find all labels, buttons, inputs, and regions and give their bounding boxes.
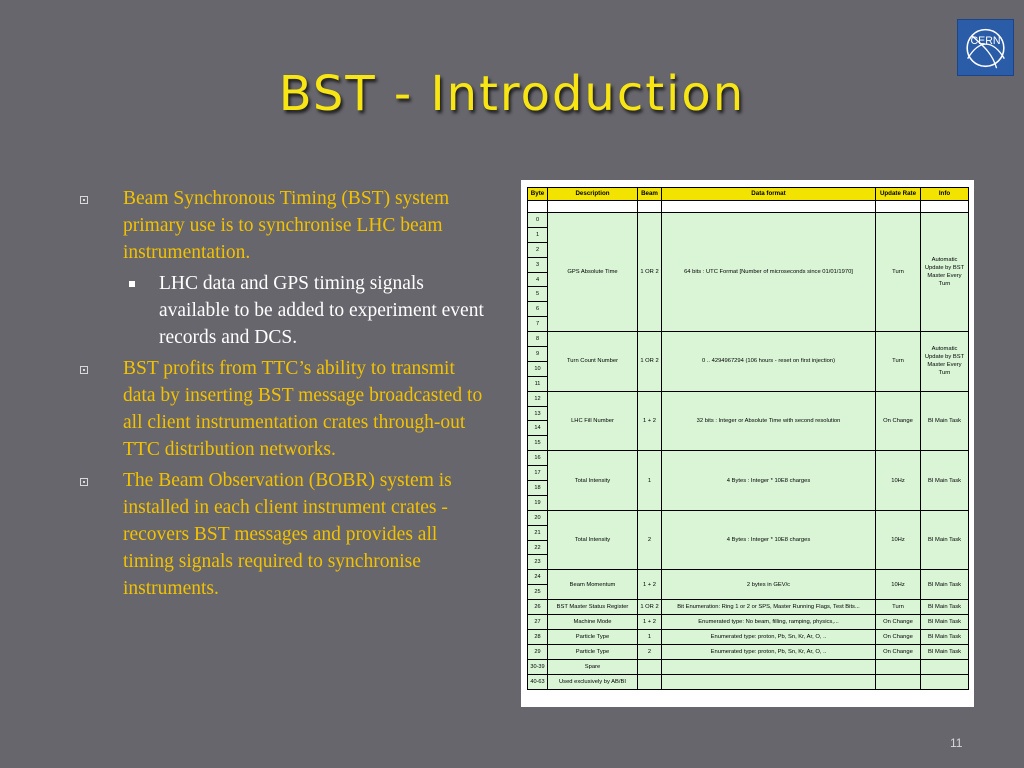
byte-cell: 22 [528,540,548,555]
byte-cell: 26 [528,600,548,615]
format-cell: Enumerated type: proton, Pb, Sn, Kr, Ar, O, .. [662,630,876,645]
update-rate-cell [876,660,921,675]
column-header: Info [921,188,969,201]
byte-cell: 3 [528,257,548,272]
bst-data-table-image [521,180,974,707]
bullet-list [80,185,490,606]
description-cell: GPS Absolute Time [548,213,638,332]
table-row [528,645,969,660]
beam-cell: 1 [638,451,662,511]
page-number: 11 [950,736,963,750]
description-cell: Particle Type [548,645,638,660]
bullet-square-icon [80,478,88,486]
info-cell: BI Main Task [921,600,969,615]
beam-cell [638,675,662,690]
description-cell: Turn Count Number [548,332,638,392]
table-header-row [528,188,969,201]
update-rate-cell: 10Hz [876,510,921,570]
byte-cell: 23 [528,555,548,570]
info-cell: BI Main Task [921,615,969,630]
bst-data-table [527,187,969,690]
byte-cell: 11 [528,376,548,391]
sub-bullet-item [80,270,490,351]
byte-cell: 16 [528,451,548,466]
column-header: Description [548,188,638,201]
slide-title: BST - Introduction [278,66,746,122]
info-cell: BI Main Task [921,391,969,451]
byte-cell: 7 [528,317,548,332]
table-spacer-row [528,201,969,213]
info-cell: BI Main Task [921,630,969,645]
bullet-text: The Beam Observation (BOBR) system is installed in each client instrument crates - recovers BST messages and provides all timing signals required to synchronise instruments. [123,470,452,599]
column-header: Data format [662,188,876,201]
format-cell: 32 bits : Integer or Absolute Time with second resolution [662,391,876,451]
description-cell: Total Intensity [548,510,638,570]
info-cell [921,675,969,690]
byte-cell: 5 [528,287,548,302]
table-body [528,201,969,690]
info-cell: BI Main Task [921,510,969,570]
update-rate-cell: Turn [876,600,921,615]
byte-cell: 25 [528,585,548,600]
beam-cell: 1 + 2 [638,615,662,630]
byte-cell: 17 [528,466,548,481]
description-cell: BST Master Status Register [548,600,638,615]
table-row [528,510,969,525]
byte-cell: 0 [528,213,548,228]
table-row [528,570,969,585]
beam-cell: 2 [638,645,662,660]
beam-cell: 1 [638,630,662,645]
update-rate-cell: On Change [876,645,921,660]
table-row [528,391,969,406]
format-cell: 2 bytes in GEV/c [662,570,876,600]
byte-cell: 19 [528,495,548,510]
beam-cell: 1 + 2 [638,391,662,451]
format-cell: Enumerated type: proton, Pb, Sn, Kr, Ar, O, .. [662,645,876,660]
byte-cell: 18 [528,481,548,496]
format-cell [662,675,876,690]
beam-cell: 2 [638,510,662,570]
info-cell: Automatic Update by BST Master Every Turn [921,213,969,332]
beam-cell [638,660,662,675]
bullet-item [80,185,490,266]
bullet-square-icon [80,366,88,374]
info-cell: BI Main Task [921,645,969,660]
description-cell: LHC Fill Number [548,391,638,451]
info-cell: Automatic Update by BST Master Every Turn [921,332,969,392]
byte-cell: 21 [528,525,548,540]
description-cell: Machine Mode [548,615,638,630]
bullet-square-icon [80,196,88,204]
bullet-item [80,355,490,463]
description-cell: Particle Type [548,630,638,645]
update-rate-cell: On Change [876,630,921,645]
format-cell: 4 Bytes : Integer * 10E8 charges [662,510,876,570]
update-rate-cell: 10Hz [876,451,921,511]
byte-cell: 13 [528,406,548,421]
byte-cell: 14 [528,421,548,436]
byte-cell: 40-63 [528,675,548,690]
byte-cell: 9 [528,347,548,362]
byte-cell: 28 [528,630,548,645]
beam-cell: 1 OR 2 [638,213,662,332]
format-cell: Bit Enumeration: Ring 1 or 2 or SPS, Master Running Flags, Test Bits... [662,600,876,615]
beam-cell: 1 + 2 [638,570,662,600]
update-rate-cell: 10Hz [876,570,921,600]
update-rate-cell: Turn [876,213,921,332]
description-cell: Spare [548,660,638,675]
byte-cell: 24 [528,570,548,585]
format-cell: 0 .. 4294967294 (106 hours - reset on first injection) [662,332,876,392]
byte-cell: 27 [528,615,548,630]
bullet-text: BST profits from TTC’s ability to transmit data by inserting BST message broadcasted to all client instrumentation crates through-out TTC distribution networks. [123,358,483,460]
byte-cell: 12 [528,391,548,406]
table-row [528,213,969,228]
byte-cell: 6 [528,302,548,317]
format-cell: Enumerated type: No beam, filling, ramping, physics,... [662,615,876,630]
byte-cell: 1 [528,227,548,242]
beam-cell: 1 OR 2 [638,332,662,392]
svg-text:CERN: CERN [970,35,1001,48]
byte-cell: 15 [528,436,548,451]
format-cell: 4 Bytes : Integer * 10E8 charges [662,451,876,511]
bullet-filled-square-icon [129,281,135,287]
byte-cell: 8 [528,332,548,347]
update-rate-cell [876,675,921,690]
update-rate-cell: On Change [876,391,921,451]
byte-cell: 30-39 [528,660,548,675]
format-cell: 64 bits : UTC Format [Number of microseconds since 01/01/1970] [662,213,876,332]
update-rate-cell: On Change [876,615,921,630]
byte-cell: 29 [528,645,548,660]
update-rate-cell: Turn [876,332,921,392]
bullet-text: LHC data and GPS timing signals available to be added to experiment event records and DCS. [159,273,484,348]
byte-cell: 2 [528,242,548,257]
byte-cell: 20 [528,510,548,525]
byte-cell: 10 [528,361,548,376]
table-row [528,660,969,675]
table-row [528,600,969,615]
info-cell: BI Main Task [921,570,969,600]
description-cell: Used exclusively by AB/BI [548,675,638,690]
table-row [528,675,969,690]
table-row [528,332,969,347]
bullet-item [80,467,490,602]
description-cell: Beam Momentum [548,570,638,600]
column-header: Byte [528,188,548,201]
beam-cell: 1 OR 2 [638,600,662,615]
info-cell: BI Main Task [921,451,969,511]
column-header: Update Rate [876,188,921,201]
byte-cell: 4 [528,272,548,287]
info-cell [921,660,969,675]
bullet-text: Beam Synchronous Timing (BST) system primary use is to synchronise LHC beam instrumentation. [123,188,450,263]
table-row [528,615,969,630]
table-row [528,451,969,466]
table-row [528,630,969,645]
column-header: Beam [638,188,662,201]
format-cell [662,660,876,675]
description-cell: Total Intensity [548,451,638,511]
